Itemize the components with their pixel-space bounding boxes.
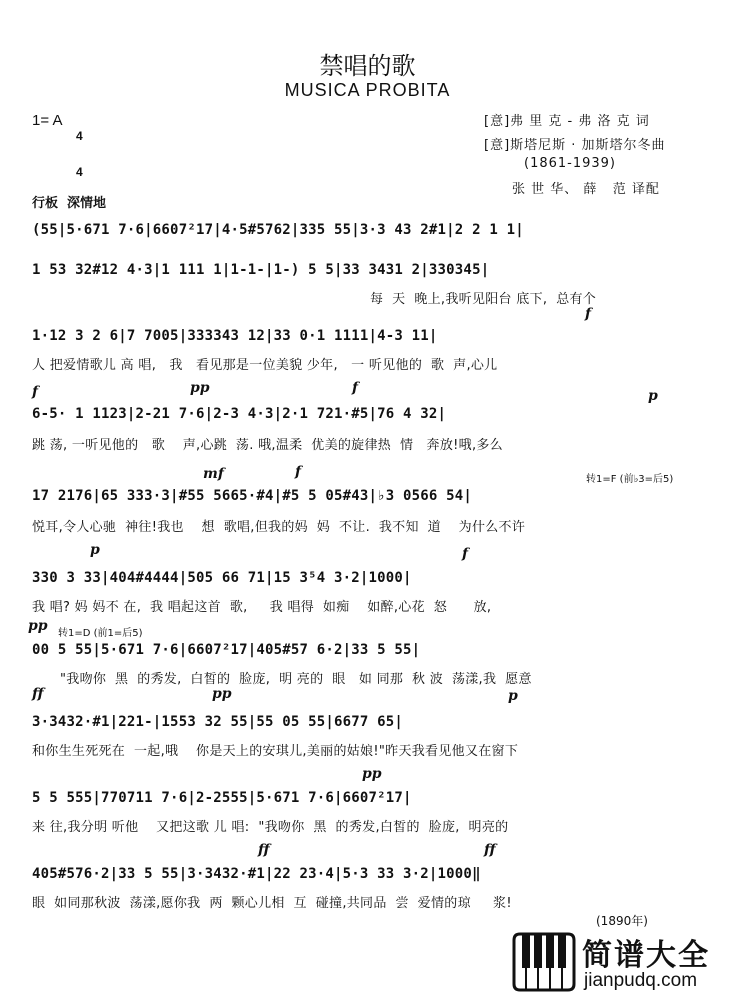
dynamic-ff: ff: [484, 842, 496, 858]
lyrics-row-5: 悦耳,令人心驰 神往!我也 想 歌唱,但我的妈 妈 不让. 我不知 道 为什么不许: [32, 520, 526, 535]
lyrics-row-6: 我 唱? 妈 妈不 在, 我 唱起这首 歌, 我 唱得 如痴 如醉,心花 怒 放,: [32, 600, 492, 615]
dynamic-ff: ff: [258, 842, 270, 858]
dynamic-mf: mf: [203, 466, 224, 482]
dynamic-pp: pp: [190, 380, 210, 396]
notation-row-8: 3·3432·#1|221-|1553 32 55|55 05 55|6677 65|: [32, 714, 404, 730]
dynamic-f: f: [462, 546, 469, 562]
logo-url: jianpudq.com: [584, 970, 698, 991]
lyrics-row-2: 每 天 晚上,我听见阳台 底下, 总有个: [370, 292, 597, 307]
notation-row-4: 6-5· 1 1123|2-21 7·6|2-3 4·3|2·1 721·#5|76 4 32|: [32, 406, 447, 422]
notation-row-5: 17 2176|65 333·3|#55 5665·#4|#5 5 05#43|♭3 0566 54|: [32, 488, 473, 504]
lyrics-row-3: 人 把爱情歌儿 高 唱, 我 看见那是一位美貌 少年, 一 听见他的 歌 声,心儿: [32, 358, 498, 373]
notation-row-6: 330 3 33|404#4444|505 66 71|15 3⁵4 3·2|1000|: [32, 570, 412, 586]
dynamic-f: f: [352, 380, 359, 396]
lyrics-row-4: 跳 荡, 一听见他的 歌 声,心跳 荡. 哦,温柔 优美的旋律热 情 奔放!哦,多么: [32, 438, 503, 453]
lyrics-row-8: 和你生生死死在 一起,哦 你是天上的安琪儿,美丽的姑娘!"昨天我看见他又在窗下: [32, 744, 519, 759]
composition-year: (1890年): [596, 914, 648, 928]
notation-row-1: (55|5·671 7·6|6607²17|4·5#5762|335 55|3·3 43 2#1|2 2 1 1|: [32, 222, 524, 238]
modulation-to-d: 转1=D (前1=后5): [58, 628, 143, 639]
piano-keys-icon: [512, 930, 576, 992]
composer-years: (1861-1939): [524, 156, 617, 171]
dynamic-p: p: [508, 688, 518, 704]
key-signature: 1= A: [32, 112, 63, 129]
song-subtitle: MUSICA PROBITA: [284, 80, 451, 100]
lyrics-row-10: 眼 如同那秋波 荡漾,愿你我 两 颗心儿相 互 碰撞,共同品 尝 爱情的琼 浆!: [32, 896, 512, 911]
time-signature-bottom: 4: [76, 165, 83, 179]
logo-title: 简谱大全: [582, 938, 710, 973]
lyrics-row-9: 来 往,我分明 听他 又把这歌 儿 唱: "我吻你 黑 的秀发,白皙的 脸庞, 明亮的: [32, 820, 509, 835]
notation-row-3: 1·12 3 2 6|7 7005|333343 12|33 0·1 1111|4-3 11|: [32, 328, 438, 344]
tempo-marking: 行板 深情地: [32, 196, 107, 211]
dynamic-pp: pp: [212, 686, 232, 702]
time-signature-top: 4: [76, 129, 83, 143]
notation-row-7: 00 5 55|5·671 7·6|6607²17|405#57 6·2|33 5 55|: [32, 642, 421, 658]
translator-credit: 张 世 华、 薛 范 译配: [512, 182, 660, 197]
dynamic-f: f: [32, 384, 39, 400]
lyrics-row-7: "我吻你 黑 的秀发, 白皙的 脸庞, 明 亮的 眼 如 同那 秋 波 荡漾,我 愿意: [60, 672, 532, 687]
notation-row-9: 5 5 555|770711 7·6|2-2555|5·671 7·6|6607²17|: [32, 790, 412, 806]
song-title: 禁唱的歌: [319, 52, 416, 80]
time-signature: [76, 106, 83, 190]
dynamic-pp: pp: [362, 766, 382, 782]
dynamic-f: f: [585, 306, 592, 322]
dynamic-ff: ff: [32, 686, 44, 702]
dynamic-f: f: [295, 464, 302, 480]
notation-row-10: 405#576·2|33 5 55|3·3432·#1|22 23·4|5·3 33 3·2|1000‖: [32, 866, 481, 882]
composer-credit: [意]斯塔尼斯 · 加斯塔尔冬曲: [484, 138, 666, 153]
lyricist-credit: [意]弗 里 克 - 弗 洛 克 词: [484, 114, 650, 129]
dynamic-p: p: [90, 542, 100, 558]
modulation-to-f: 转1=F (前♭3=后5): [586, 474, 674, 485]
dynamic-pp: pp: [28, 618, 48, 634]
dynamic-p: p: [648, 388, 658, 404]
site-logo: [512, 930, 734, 1000]
notation-row-2: 1 53 32#12 4·3|1 111 1|1-1-|1-) 5 5|33 3431 2|330345|: [32, 262, 490, 278]
